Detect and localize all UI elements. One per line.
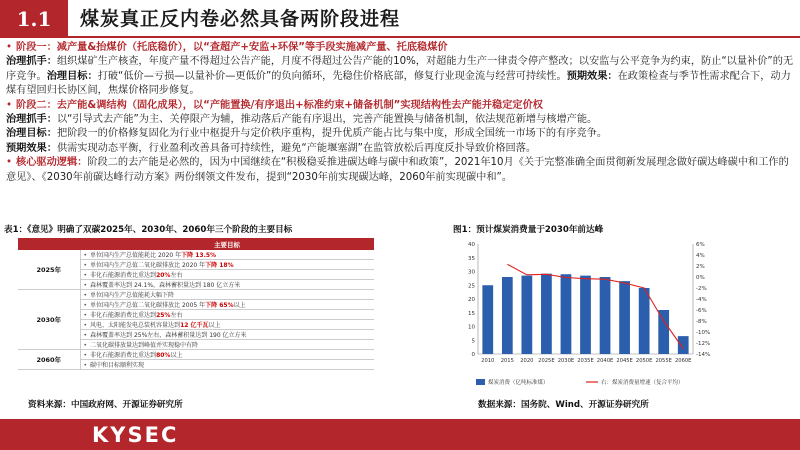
table-goal-cell: • 单位国内生产总值能耗大幅下降 xyxy=(80,290,374,300)
y2-tick-label: -6% xyxy=(696,308,707,314)
y-tick-label: 25 xyxy=(468,283,475,290)
bar xyxy=(658,310,669,354)
table-goal-cell: • 非化石能源消费比重达到25%左右 xyxy=(80,310,374,320)
core-logic-label: 核心驱动逻辑： xyxy=(16,157,88,169)
table-goal-cell: • 碳中和目标顺利实现 xyxy=(80,360,374,370)
footer-bar xyxy=(0,419,800,450)
x-tick-label: 2030E xyxy=(557,358,575,364)
legend-label-bar: 煤炭消费（亿吨标准煤） xyxy=(488,380,549,386)
growth-rate-line xyxy=(507,264,683,348)
y2-tick-label: 2% xyxy=(696,264,705,270)
x-tick-label: 2010 xyxy=(481,358,495,364)
x-tick-label: 2060E xyxy=(674,358,692,364)
x-tick-label: 2015 xyxy=(500,358,514,364)
y2-tick-label: -4% xyxy=(696,297,707,303)
bar xyxy=(678,336,689,354)
x-tick-label: 2020 xyxy=(520,358,534,364)
coal-consumption-chart xyxy=(458,236,718,392)
y2-tick-label: 0% xyxy=(696,275,705,281)
table-row xyxy=(18,250,374,260)
kysec-logo: KYSEC xyxy=(92,423,179,447)
slide-title: 煤炭真正反内卷必然具备两阶段进程 xyxy=(80,8,401,30)
table-goal-cell: • 森林覆盖率达到 25%左右，森林蓄积量达到 190 亿立方米 xyxy=(80,330,374,340)
y-tick-label: 40 xyxy=(468,242,475,248)
table-caption: 表1：《意见》明确了双碳2025年、2030年、2060年三个阶段的主要目标 xyxy=(4,225,293,235)
y-tick-label: 10 xyxy=(468,324,475,331)
y-tick-label: 20 xyxy=(468,297,475,303)
stage1-heading: 阶段一：减产量&抬煤价（托底稳价），以“查超产+安监+环保”等手段实施减产量、托底稳煤价 xyxy=(16,42,448,53)
bar xyxy=(541,274,552,354)
x-tick-label: 2045E xyxy=(616,358,633,364)
bar xyxy=(561,274,572,354)
y2-tick-label: 6% xyxy=(696,242,705,248)
table-year-cell: 2030年 xyxy=(18,290,80,350)
x-tick-label: 2025E xyxy=(538,358,555,364)
stage2-heading: 阶段二：去产能&调结构（固化成果），以“产能置换/有序退出+标准约束+储备机制”实现结构性去产能并稳定定价权 xyxy=(16,99,543,111)
bar xyxy=(482,285,493,354)
table-goal-cell: • 非化石能源消费比重达到20%左右 xyxy=(80,270,374,280)
bar xyxy=(521,276,532,354)
bar xyxy=(502,277,513,354)
y-tick-label: 15 xyxy=(468,310,475,317)
bar xyxy=(639,288,650,354)
slide-header xyxy=(0,0,800,38)
bar xyxy=(580,276,591,354)
chart-caption: 图1：预计煤炭消费量于2030年前达峰 xyxy=(453,225,604,235)
table-goal-cell: • 单位国内生产总值二氧化碳排放比 2005 年下降 65%以上 xyxy=(80,300,374,310)
table-row xyxy=(18,290,374,300)
table-goal-cell: • 二氧化碳排放量达到峰值并实现稳中有降 xyxy=(80,340,374,350)
table-row xyxy=(18,350,374,360)
table-year-cell: 2060年 xyxy=(18,350,80,370)
targets-table xyxy=(18,238,374,370)
y2-tick-label: 4% xyxy=(696,253,705,259)
x-tick-label: 2040E xyxy=(596,358,614,364)
y2-tick-label: -2% xyxy=(696,286,707,292)
table-goal-cell: • 单位国内生产总值二氧化碳排放比 2020 年下降 18% xyxy=(80,260,374,270)
y-tick-label: 30 xyxy=(468,269,475,276)
legend-swatch-bar xyxy=(476,379,485,385)
legend-label-line: 右：煤炭消费量增速（复合平均） xyxy=(601,380,684,386)
table-header-year xyxy=(18,238,80,250)
section-number: 1.1 xyxy=(0,0,68,38)
table-goal-cell: • 非化石能源消费比重达到80%以上 xyxy=(80,350,374,360)
y-tick-label: 5 xyxy=(471,338,475,345)
y2-tick-label: -10% xyxy=(696,330,711,336)
body-text: • 阶段一：减产量&抬煤价（托底稳价），以“查超产+安监+环保”等手段实施减产量、托底稳煤价 治理抓手：组织煤矿生产核查，年度产量不得超过公告产能，月度不得超过公告产能的10%，对超能力生产一律责令停产整改；以安监与公平竞争为约束，防止“以量补价”的无序竞争。治理目标：打破“低价—亏损—以量补价—更低价”的负向循环，先稳住价格底部，修复行业现金流与经营可持续性。预期效果：在政策检查与季节性需求配合下，动力煤有望回归长协区间，焦煤价格同步修复。 • 阶段二：去产能&调结构（固化成果），以“产能置换/有序退出+标准约束+储备机制”实现结构性去产能并稳定定价权 治理抓手：以“引导式去产能”为主、关停限产为辅，推动落后产能有序退出，完善产能置换与储备机制，依法规范新增与核增产能。 治理目标：把阶段一的价格修复固化为行业中枢提升与定价秩序重构，提升优质产能占比与集中度，形成全国统一市场下的有序竞争。 预期效果：供需实现动态平衡，行业盈利改善具备可持续性，避免“产能堰塞湖”在监管放松后再度反扑导致价格回落。 • 核心驱动逻辑：阶段二的去产能是必然的，因为中国继续在“积极稳妥推进碳达峰与碳中和政策”，2021年10月《关于完整准确全面贯彻新发展理念做好碳达峰碳中和工作的意见》、《2030年前碳达峰行动方案》两份纲领文件发布，提到“2030年前实现碳达峰，2060年前实现碳中和”。 xyxy=(6,41,794,185)
bar xyxy=(600,277,611,354)
table-header-row xyxy=(18,238,374,250)
table-goal-cell: • 森林覆盖率达到 24.1%，森林蓄积量达到 180 亿立方米 xyxy=(80,280,374,290)
table-goal-cell: • 单位国内生产总值能耗比 2020 年下降 13.5% xyxy=(80,250,374,260)
y2-tick-label: -14% xyxy=(696,352,711,358)
y2-tick-label: -12% xyxy=(696,341,711,347)
table-year-cell: 2025年 xyxy=(18,250,80,290)
x-tick-label: 2035E xyxy=(577,358,594,364)
bar xyxy=(619,281,630,354)
x-tick-label: 2050E xyxy=(635,358,653,364)
chart-source: 数据来源：国务院、Wind、开源证券研究所 xyxy=(478,400,649,410)
y-tick-label: 0 xyxy=(471,352,475,358)
table-goal-cell: • 风电、太阳能发电总装机容量达到12 亿千瓦以上 xyxy=(80,320,374,330)
table-source: 资料来源：中国政府网、开源证券研究所 xyxy=(28,400,183,410)
y-tick-label: 35 xyxy=(468,255,475,262)
table-header-goals: 主要目标 xyxy=(80,238,374,250)
x-tick-label: 2055E xyxy=(655,358,672,364)
y2-tick-label: -8% xyxy=(696,319,707,325)
